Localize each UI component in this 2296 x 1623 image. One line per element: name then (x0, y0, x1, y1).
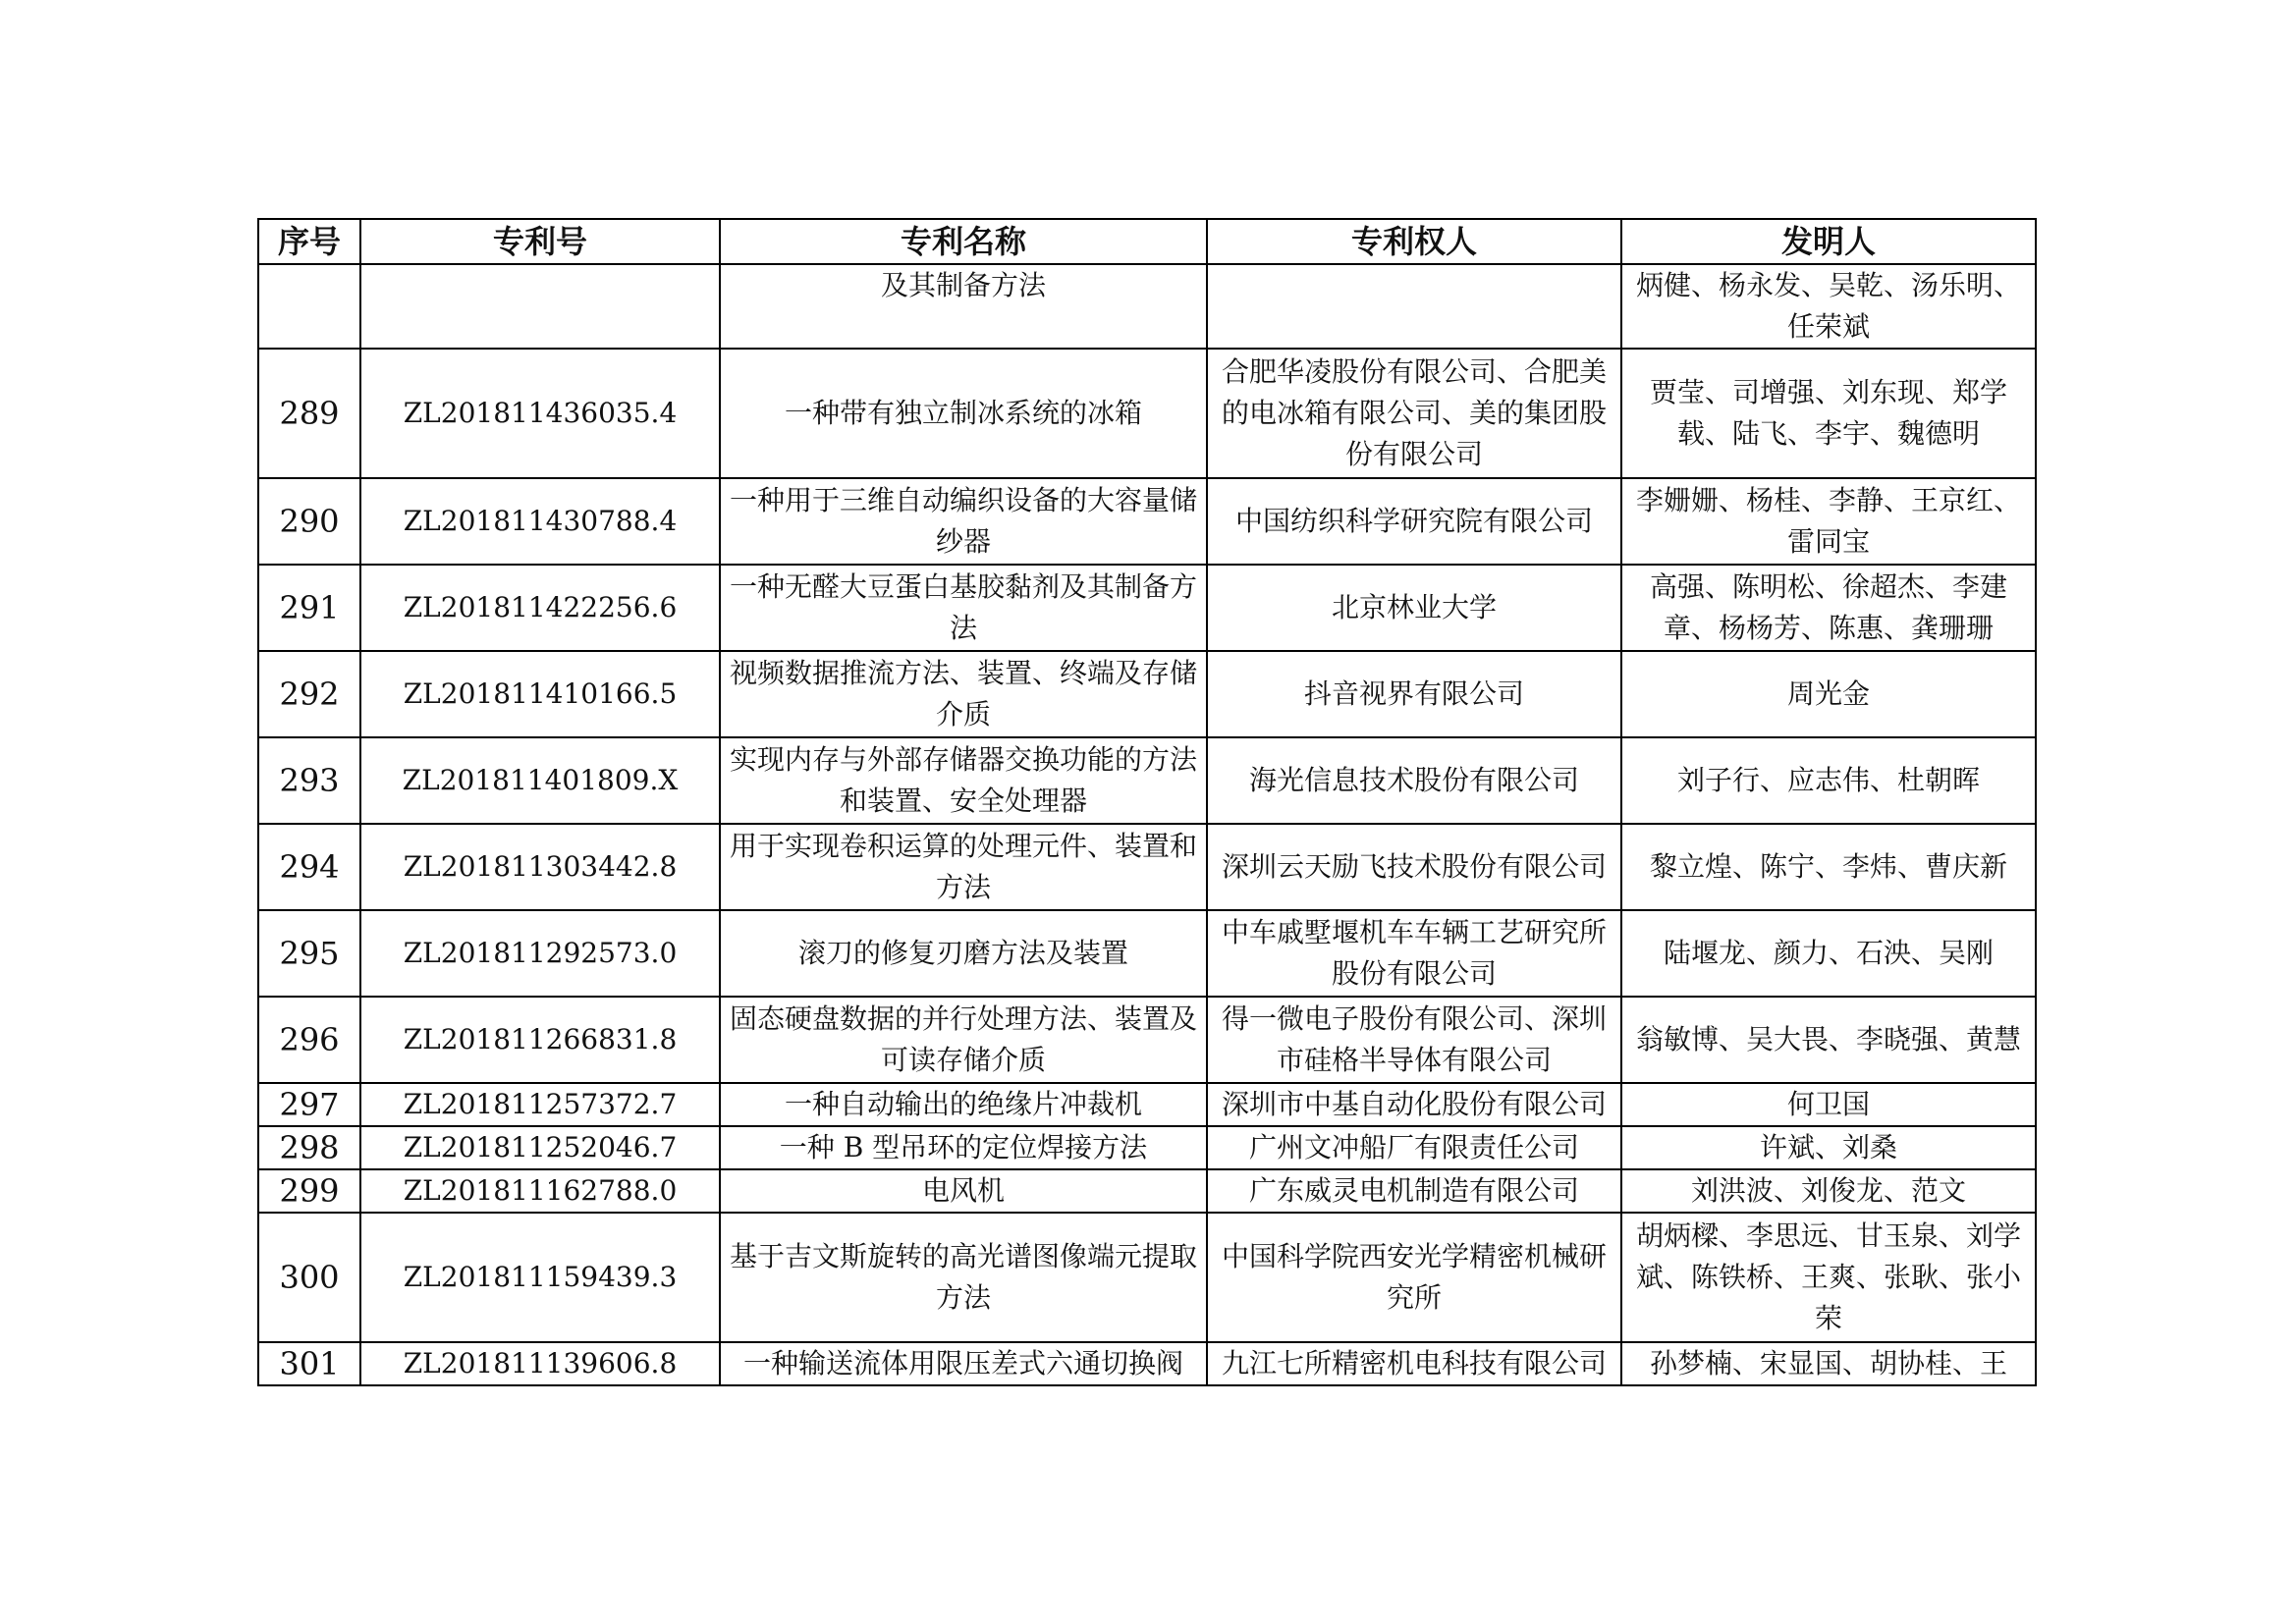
row-patent-number: ZL201811422256.6 (360, 565, 720, 651)
header-inventors: 发明人 (1621, 219, 2036, 264)
row-patent-name: 一种输送流体用限压差式六通切换阀 (720, 1342, 1207, 1385)
row-patent-name: 基于吉文斯旋转的高光谱图像端元提取方法 (720, 1213, 1207, 1342)
row-index (258, 264, 360, 349)
row-patent-number (360, 264, 720, 349)
row-index: 289 (258, 349, 360, 478)
row-patent-name: 及其制备方法 (720, 264, 1207, 349)
row-patent-owner: 深圳市中基自动化股份有限公司 (1207, 1083, 1621, 1126)
row-inventors: 许斌、刘桑 (1621, 1126, 2036, 1169)
row-index: 300 (258, 1213, 360, 1342)
row-patent-name: 一种用于三维自动编织设备的大容量储纱器 (720, 478, 1207, 565)
row-patent-number: ZL201811159439.3 (360, 1213, 720, 1342)
row-patent-name: 一种带有独立制冰系统的冰箱 (720, 349, 1207, 478)
row-index: 296 (258, 997, 360, 1083)
row-index: 293 (258, 737, 360, 824)
row-inventors: 孙梦楠、宋显国、胡协桂、王 (1621, 1342, 2036, 1385)
row-patent-owner: 中车戚墅堰机车车辆工艺研究所股份有限公司 (1207, 910, 1621, 997)
row-inventors: 陆堰龙、颜力、石泱、吴刚 (1621, 910, 2036, 997)
header-patent-number: 专利号 (360, 219, 720, 264)
row-index: 294 (258, 824, 360, 910)
row-patent-number: ZL201811401809.X (360, 737, 720, 824)
row-patent-number: ZL201811430788.4 (360, 478, 720, 565)
row-patent-owner: 北京林业大学 (1207, 565, 1621, 651)
header-index: 序号 (258, 219, 360, 264)
patent-table (257, 218, 2037, 1386)
row-patent-name: 滚刀的修复刃磨方法及装置 (720, 910, 1207, 997)
table-row (258, 824, 2036, 910)
row-patent-name: 一种自动输出的绝缘片冲裁机 (720, 1083, 1207, 1126)
row-patent-number: ZL201811162788.0 (360, 1169, 720, 1213)
row-patent-owner: 中国科学院西安光学精密机械研究所 (1207, 1213, 1621, 1342)
row-patent-name: 实现内存与外部存储器交换功能的方法和装置、安全处理器 (720, 737, 1207, 824)
row-index: 299 (258, 1169, 360, 1213)
row-patent-name: 固态硬盘数据的并行处理方法、装置及可读存储介质 (720, 997, 1207, 1083)
header-row (258, 219, 2036, 264)
row-inventors: 贾莹、司增强、刘东现、郑学载、陆飞、李宇、魏德明 (1621, 349, 2036, 478)
row-inventors: 炳健、杨永发、吴乾、汤乐明、任荣斌 (1621, 264, 2036, 349)
row-index: 290 (258, 478, 360, 565)
header-patent-owner: 专利权人 (1207, 219, 1621, 264)
row-inventors: 李姗姗、杨桂、李静、王京红、雷同宝 (1621, 478, 2036, 565)
row-inventors: 高强、陈明松、徐超杰、李建章、杨杨芳、陈惠、龚珊珊 (1621, 565, 2036, 651)
row-patent-owner: 海光信息技术股份有限公司 (1207, 737, 1621, 824)
row-patent-owner: 广东威灵电机制造有限公司 (1207, 1169, 1621, 1213)
table-row (258, 1213, 2036, 1342)
row-patent-owner: 深圳云天励飞技术股份有限公司 (1207, 824, 1621, 910)
row-inventors: 刘子行、应志伟、杜朝晖 (1621, 737, 2036, 824)
table-row (258, 1342, 2036, 1385)
table-row (258, 1083, 2036, 1126)
row-inventors: 刘洪波、刘俊龙、范文 (1621, 1169, 2036, 1213)
row-index: 291 (258, 565, 360, 651)
table-row (258, 1169, 2036, 1213)
row-inventors: 何卫国 (1621, 1083, 2036, 1126)
table-row (258, 565, 2036, 651)
row-index: 292 (258, 651, 360, 737)
row-patent-number: ZL201811303442.8 (360, 824, 720, 910)
row-patent-name: 一种 B 型吊环的定位焊接方法 (720, 1126, 1207, 1169)
row-inventors: 黎立煌、陈宁、李炜、曹庆新 (1621, 824, 2036, 910)
row-patent-number: ZL201811266831.8 (360, 997, 720, 1083)
row-patent-number: ZL201811410166.5 (360, 651, 720, 737)
row-patent-name: 电风机 (720, 1169, 1207, 1213)
row-inventors: 翁敏博、吴大畏、李晓强、黄慧 (1621, 997, 2036, 1083)
row-patent-owner (1207, 264, 1621, 349)
table-row (258, 737, 2036, 824)
row-patent-number: ZL201811292573.0 (360, 910, 720, 997)
table-row (258, 478, 2036, 565)
row-patent-owner: 合肥华凌股份有限公司、合肥美的电冰箱有限公司、美的集团股份有限公司 (1207, 349, 1621, 478)
row-patent-owner: 九江七所精密机电科技有限公司 (1207, 1342, 1621, 1385)
table-row (258, 349, 2036, 478)
table-row (258, 1126, 2036, 1169)
table-row (258, 910, 2036, 997)
row-inventors: 胡炳樑、李思远、甘玉泉、刘学斌、陈铁桥、王爽、张耿、张小荣 (1621, 1213, 2036, 1342)
table-row (258, 264, 2036, 349)
row-patent-owner: 中国纺织科学研究院有限公司 (1207, 478, 1621, 565)
row-index: 297 (258, 1083, 360, 1126)
row-patent-owner: 广州文冲船厂有限责任公司 (1207, 1126, 1621, 1169)
row-index: 301 (258, 1342, 360, 1385)
header-patent-name: 专利名称 (720, 219, 1207, 264)
row-index: 298 (258, 1126, 360, 1169)
row-patent-number: ZL201811139606.8 (360, 1342, 720, 1385)
row-patent-name: 一种无醛大豆蛋白基胶黏剂及其制备方法 (720, 565, 1207, 651)
row-inventors: 周光金 (1621, 651, 2036, 737)
table-row (258, 651, 2036, 737)
row-patent-number: ZL201811252046.7 (360, 1126, 720, 1169)
row-index: 295 (258, 910, 360, 997)
row-patent-number: ZL201811436035.4 (360, 349, 720, 478)
row-patent-owner: 抖音视界有限公司 (1207, 651, 1621, 737)
row-patent-number: ZL201811257372.7 (360, 1083, 720, 1126)
row-patent-name: 视频数据推流方法、装置、终端及存储介质 (720, 651, 1207, 737)
row-patent-owner: 得一微电子股份有限公司、深圳市硅格半导体有限公司 (1207, 997, 1621, 1083)
row-patent-name: 用于实现卷积运算的处理元件、装置和方法 (720, 824, 1207, 910)
table-row (258, 997, 2036, 1083)
